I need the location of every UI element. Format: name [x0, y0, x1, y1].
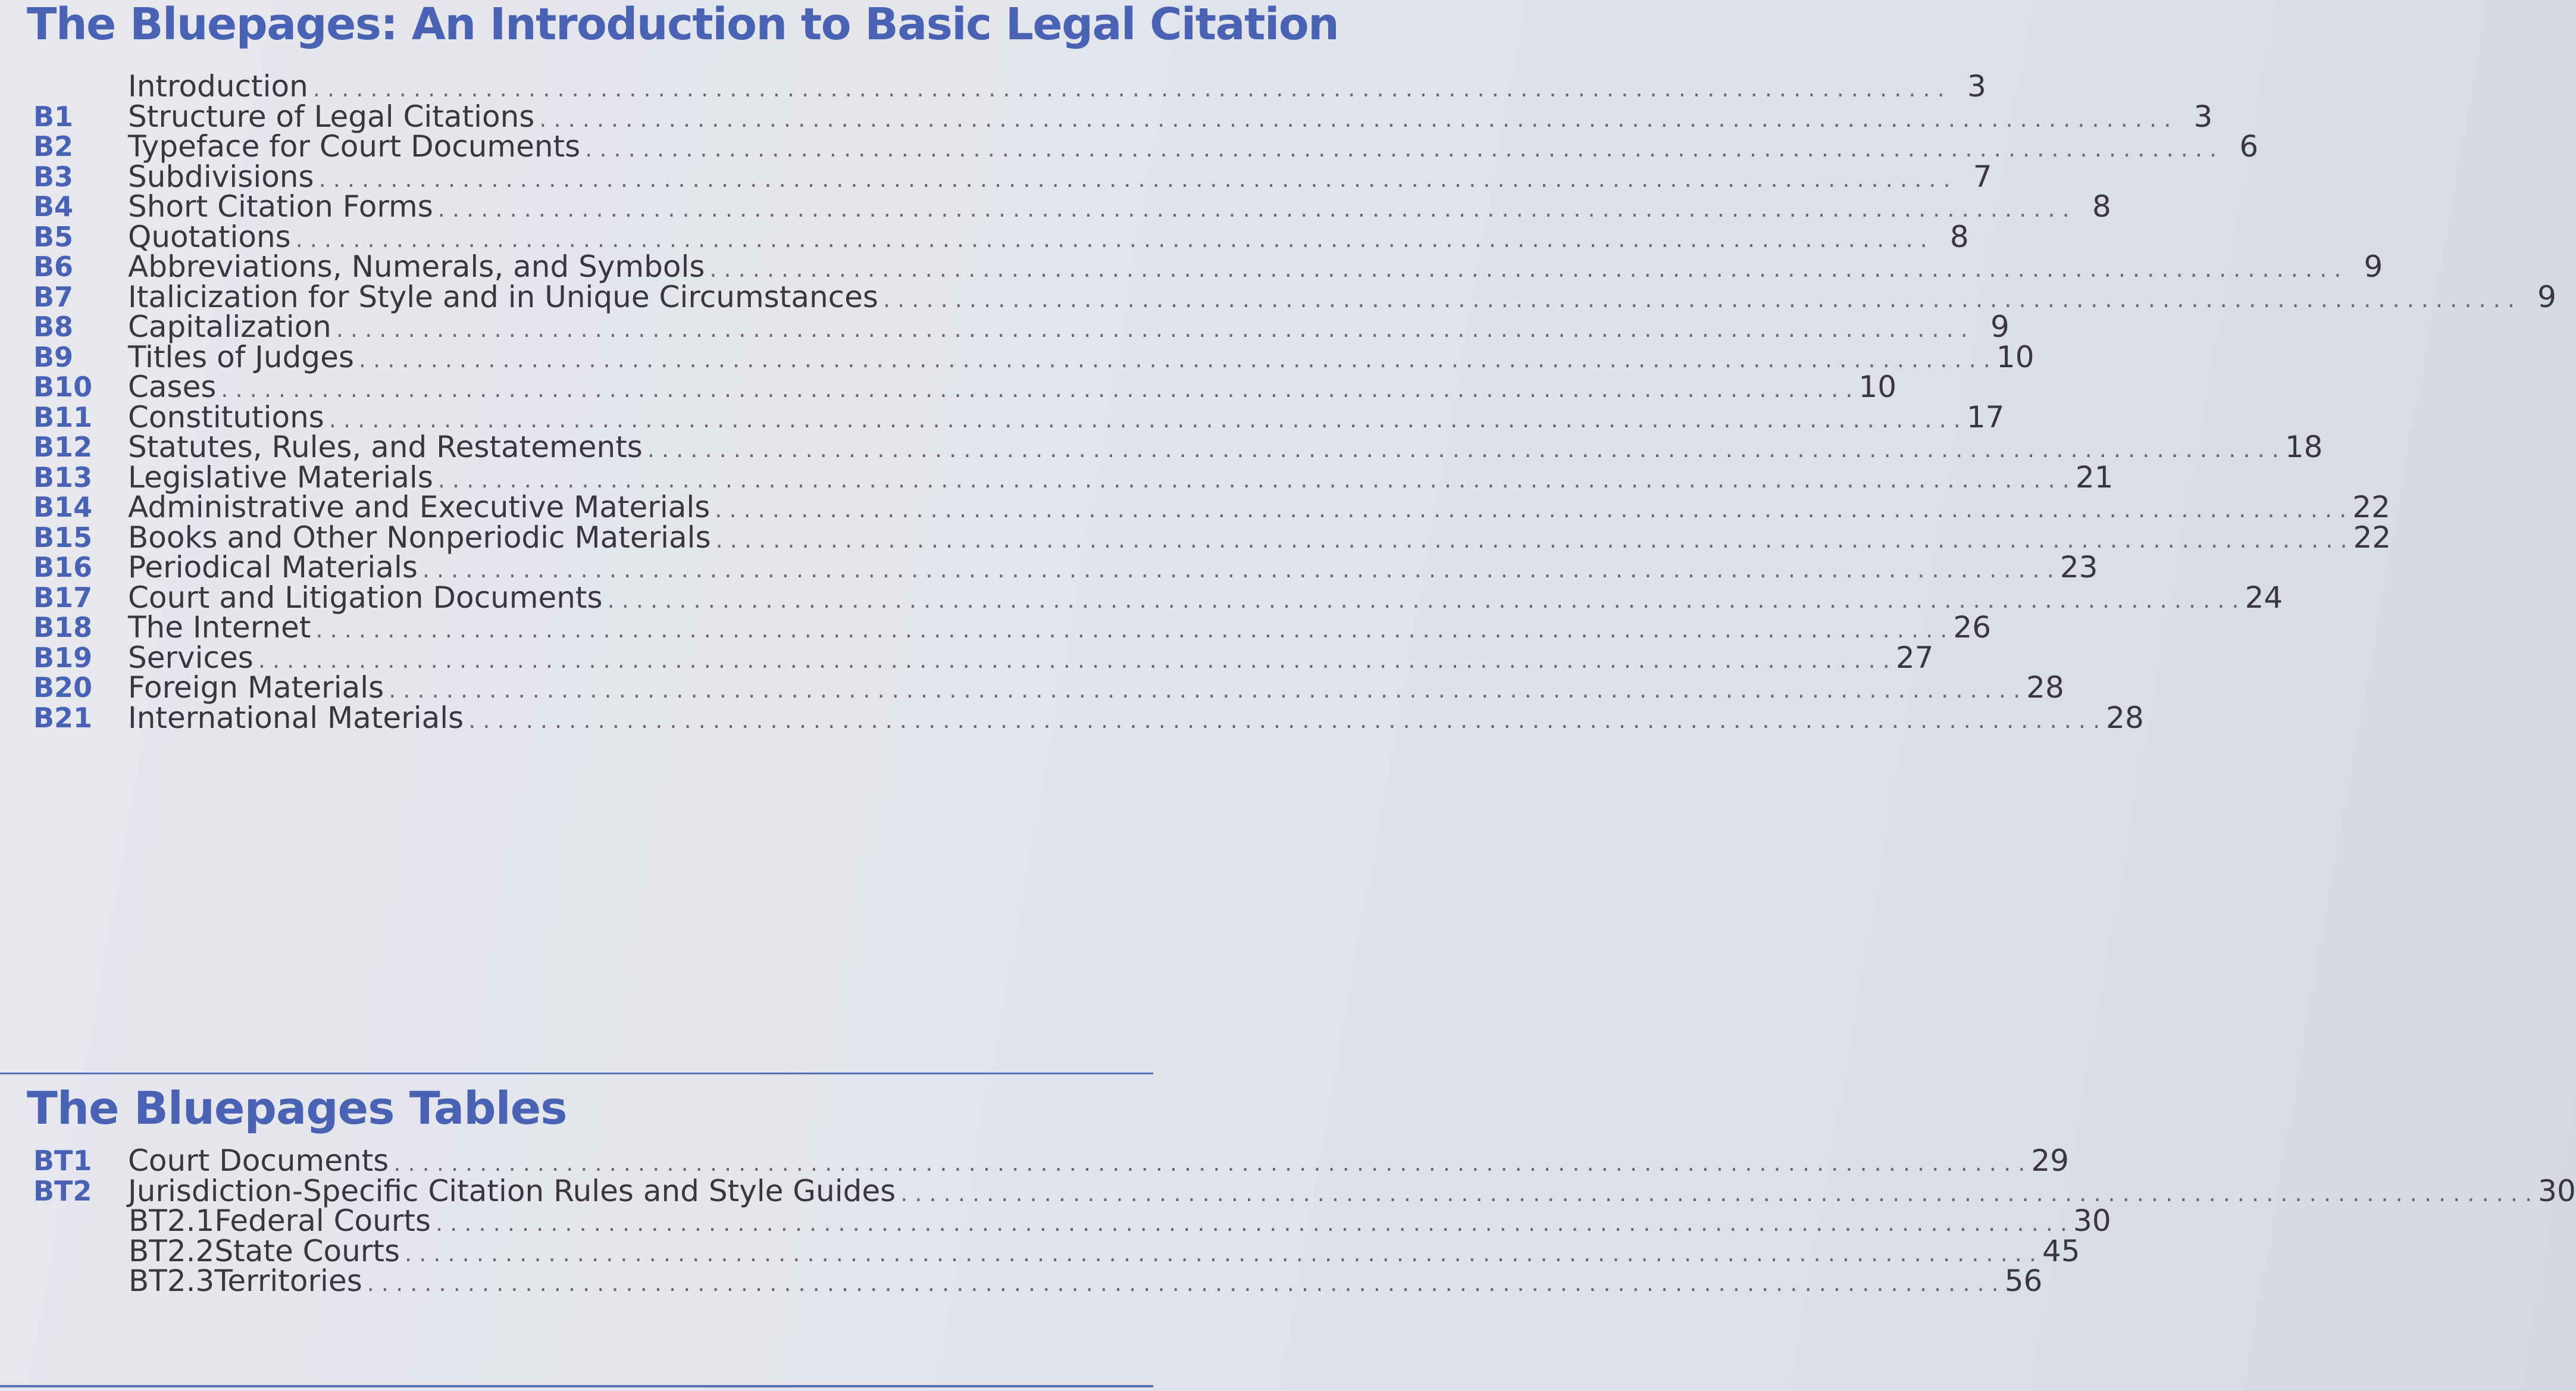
toc-subentry-title: Territories	[214, 1264, 362, 1298]
toc-entry-code: B5	[33, 220, 74, 253]
toc-entry-page-number: 30	[2538, 1173, 2576, 1208]
toc-entry-page-number: 29	[2031, 1143, 2069, 1178]
toc-entry-title: Subdivisions	[128, 159, 314, 194]
toc-entry-page-number: 24	[2245, 580, 2283, 615]
toc-entry-code: BT2	[33, 1174, 92, 1207]
toc-entry-page-number: 23	[2059, 550, 2098, 584]
toc-subentry-title: Federal Courts	[214, 1204, 431, 1238]
section-title-bluepages: The Bluepages: An Introduction to Basic Legal Citation	[27, 0, 1339, 50]
toc-entry-page-number: 8	[1949, 219, 1969, 254]
toc-entry-page-number: 27	[1895, 640, 1934, 675]
toc-entry-code: B4	[33, 190, 74, 223]
toc-entry-title: Short Citation Forms	[128, 189, 433, 224]
toc-entry-title: Jurisdiction-Specific Citation Rules and Style Guides	[128, 1173, 896, 1208]
toc-entry-page-number: 22	[2352, 490, 2390, 524]
toc-entry-title: Services	[128, 640, 253, 675]
toc-subentry-page-number: 30	[2073, 1204, 2111, 1238]
toc-entry-code: B16	[33, 551, 93, 583]
toc-entry-title: Administrative and Executive Materials	[128, 490, 710, 524]
toc-entry-page-number: 3	[1967, 69, 1986, 104]
toc-entry-title: Typeface for Court Documents	[128, 129, 581, 164]
toc-entry-code: B12	[33, 431, 93, 463]
toc-entry-code: B8	[33, 311, 74, 343]
toc-entry-page-number: 9	[1990, 310, 2010, 344]
toc-entry-title: The Internet	[128, 610, 311, 645]
toc-entry-page-number: 22	[2353, 520, 2392, 555]
toc-entry-title: Constitutions	[128, 399, 324, 435]
toc-entry-code: BT1	[33, 1145, 92, 1177]
toc-entry-page-number: 28	[2026, 670, 2064, 705]
section-divider	[0, 1073, 1153, 1074]
toc-entry-title: Italicization for Style and in Unique Circumstances	[128, 279, 878, 314]
toc-entry-title: Introduction	[128, 69, 308, 104]
toc-entry-title: Periodical Materials	[128, 550, 418, 584]
toc-entry-code: B21	[33, 701, 93, 734]
toc-entry-title: Foreign Materials	[128, 670, 384, 705]
toc-entry-code: B9	[33, 340, 74, 373]
toc-entry-code: B1	[33, 100, 74, 133]
toc-entry-code: B6	[33, 251, 74, 283]
toc-entry-title: Capitalization	[128, 310, 331, 344]
toc-subentry-code: BT2.3	[129, 1264, 215, 1298]
toc-entry-code: B13	[33, 461, 93, 493]
toc-entry-page-number: 10	[1858, 370, 1897, 404]
toc-subentry[interactable]	[0, 1260, 2043, 1302]
toc-subentry-code: BT2.2	[129, 1233, 215, 1268]
toc-entry-code: B2	[33, 130, 74, 162]
toc-entry-page-number: 8	[2092, 189, 2111, 224]
toc-entry-title: Structure of Legal Citations	[128, 99, 535, 134]
toc-entry[interactable]	[0, 697, 2144, 739]
toc-entry-page-number: 26	[1953, 610, 1992, 645]
toc-entry-page-number: 18	[2284, 430, 2323, 464]
bottom-divider	[0, 1385, 1153, 1387]
toc-entry-code: B14	[33, 491, 93, 523]
toc-entry-page-number: 3	[2193, 99, 2213, 134]
toc-entry-title: Court and Litigation Documents	[128, 580, 603, 615]
toc-entry-line	[128, 697, 2144, 741]
toc-entry-page-number: 6	[2239, 129, 2259, 164]
toc-subentry-page-number: 45	[2042, 1233, 2080, 1268]
toc-entry-page-number: 17	[1966, 399, 2005, 435]
toc-subentry-code: BT2.1	[129, 1204, 215, 1238]
toc-entry-code: B17	[33, 581, 93, 614]
toc-entry-page-number: 10	[1996, 339, 2034, 374]
toc-entry-title: Court Documents	[128, 1143, 389, 1178]
toc-entry-page-number: 7	[1973, 159, 1992, 194]
toc-entry-code: B15	[33, 521, 93, 554]
toc-entry-page-number: 21	[2075, 460, 2114, 495]
toc-entry-page-number: 9	[2364, 249, 2383, 284]
toc-subentry-line	[129, 1260, 2043, 1304]
toc-entry-page-number: 28	[2106, 700, 2144, 735]
dot-leader	[367, 1262, 1999, 1304]
toc-entry-code: B20	[33, 671, 93, 704]
toc-entry-title: Books and Other Nonperiodic Materials	[128, 520, 711, 555]
toc-entry-page-number: 9	[2537, 279, 2556, 314]
toc-entry-title: Legislative Materials	[128, 460, 433, 495]
toc-entry-title: Statutes, Rules, and Restatements	[128, 430, 643, 464]
toc-subentry-page-number: 56	[2004, 1264, 2043, 1298]
section-title-bluepages-tables: The Bluepages Tables	[27, 1081, 567, 1134]
toc-entry-code: B11	[33, 401, 93, 433]
toc-subentry-title: State Courts	[214, 1233, 400, 1268]
toc-entry-code: B3	[33, 160, 74, 193]
toc-entry-title: Abbreviations, Numerals, and Symbols	[128, 249, 705, 284]
toc-entry-title: Cases	[128, 370, 217, 404]
toc-entry-code: B7	[33, 280, 74, 313]
toc-entry-title: Quotations	[128, 219, 291, 254]
toc-entry-title: International Materials	[128, 700, 464, 735]
toc-entry-code: B18	[33, 611, 93, 643]
toc-entry-code: B10	[33, 371, 93, 403]
toc-entry-code: B19	[33, 641, 93, 674]
dot-leader	[468, 699, 2100, 741]
toc-entry-title: Titles of Judges	[128, 339, 354, 374]
